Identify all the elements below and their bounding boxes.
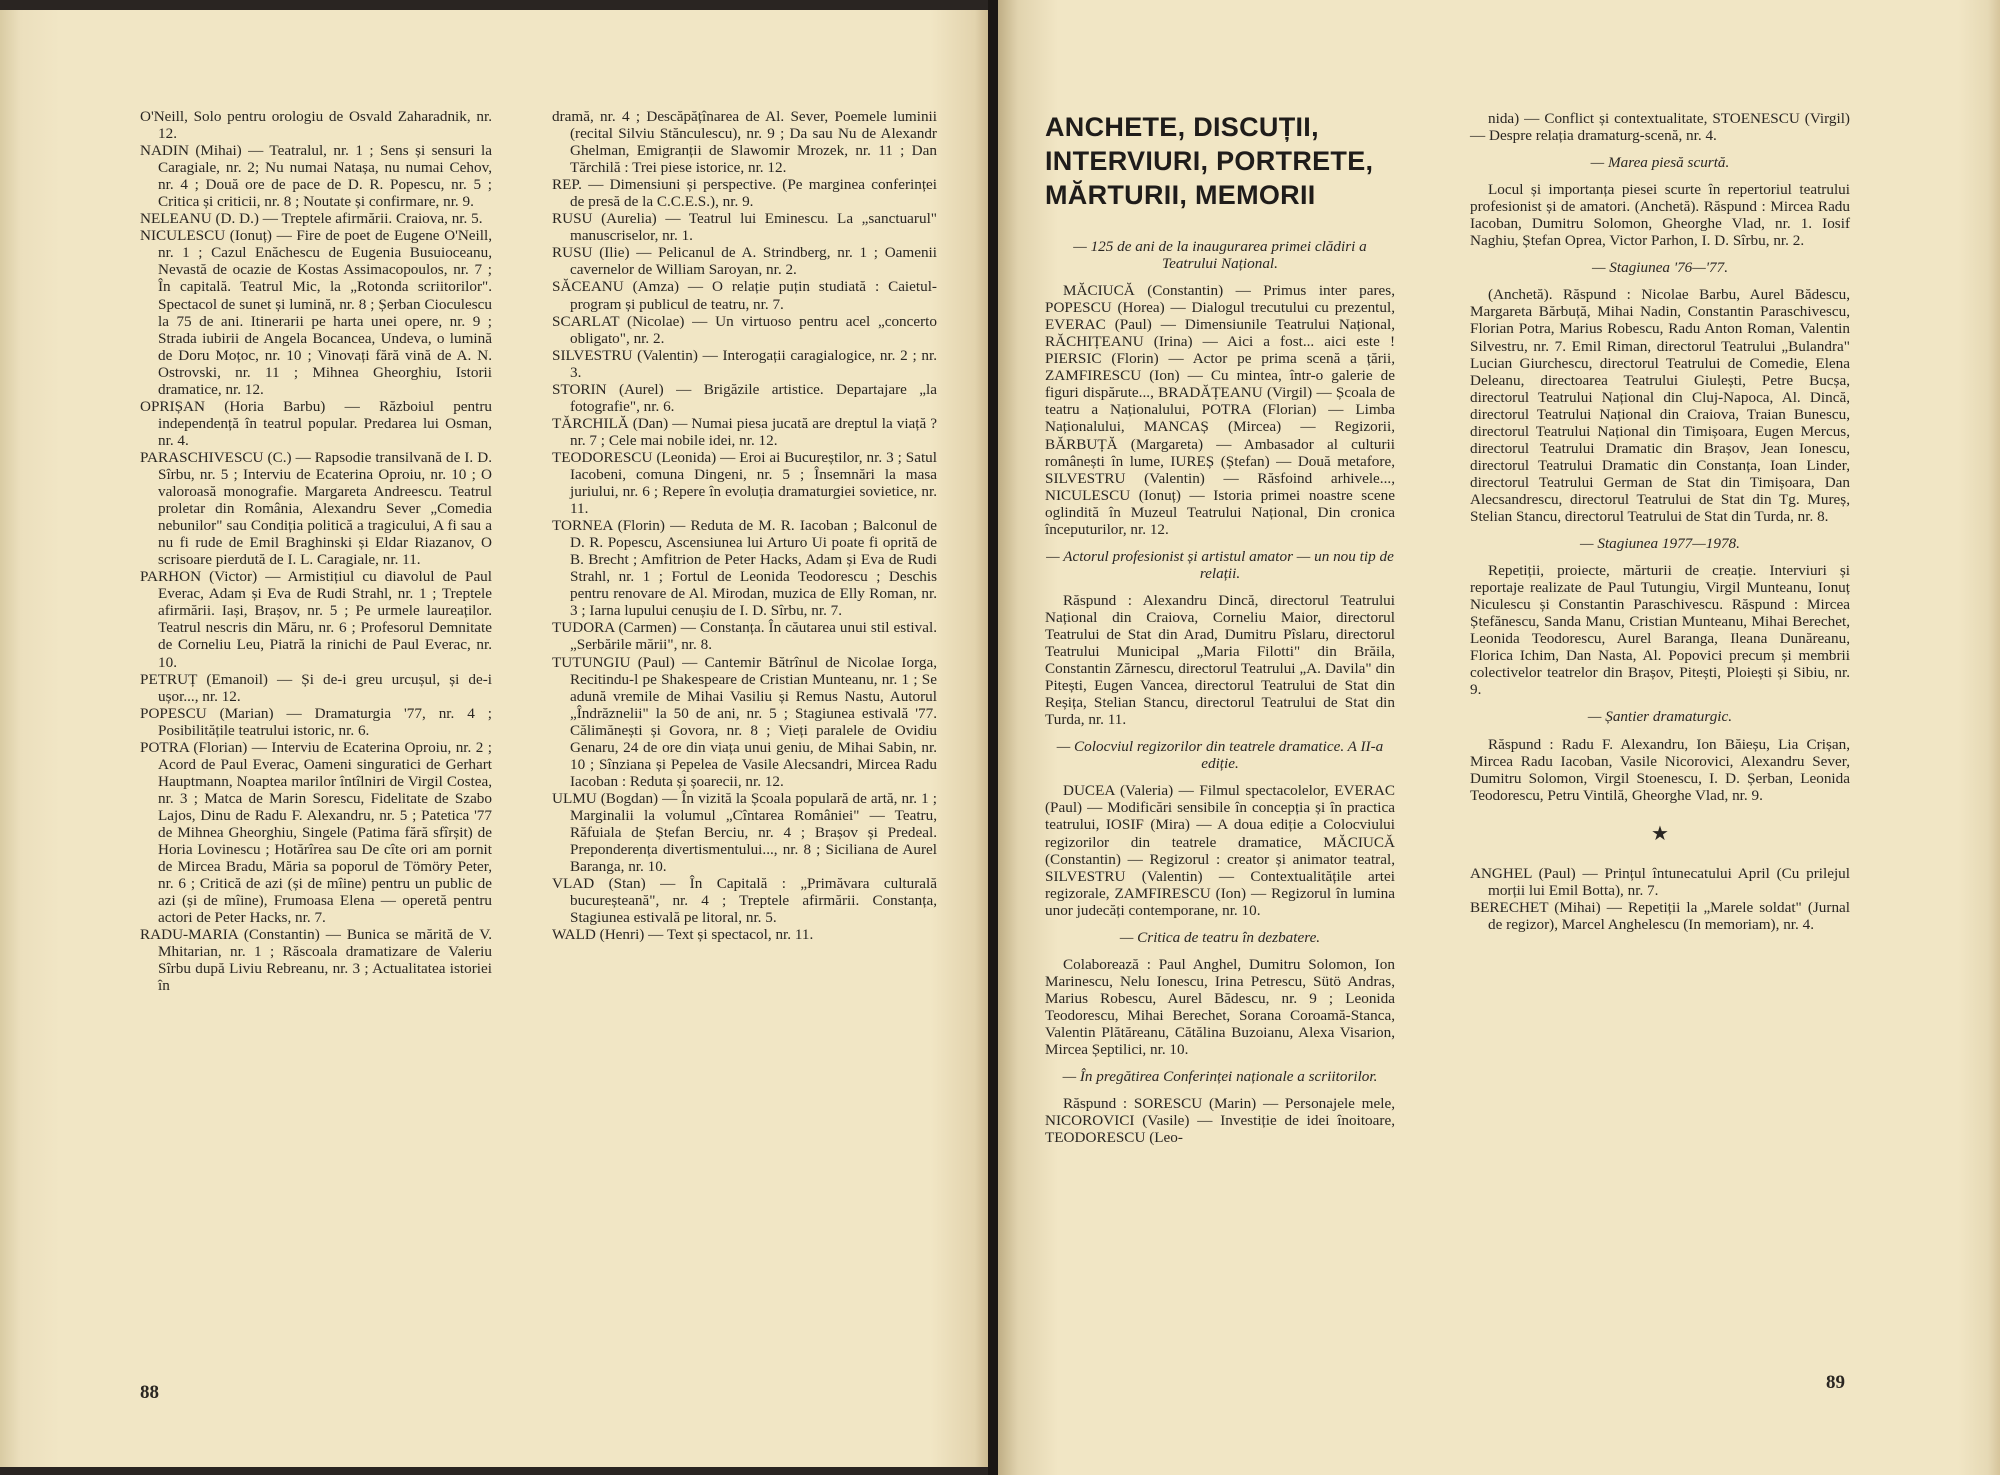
index-entry: BERECHET (Mihai) — Repetiții la „Marele soldat" (Jurnal de regizor), Marcel Anghelescu (In memoriam), nr. 4. <box>1470 898 1850 933</box>
index-entry: STORIN (Aurel) — Brigăzile artistice. Departajare „la fotografie", nr. 6. <box>552 380 937 415</box>
paragraph: Răspund : Alexandru Dincă, directorul Teatrului Național din Craiova, Corneliu Maior, directorul Teatrului de Stat din Arad, Dumitru Pîslaru, directorul Teatrului Municipal „Maria Filotti" din Brăila, Constantin Zărnescu, directorul Teatrului „A. Davila" din Pitești, Eugen Vancea, directorul Teatrului de Stat din Reșița, Stelian Stancu, directorul Teatrului de Stat din Turda, nr. 11. <box>1045 591 1395 729</box>
index-entry: VLAD (Stan) — În Capitală : „Primăvara culturală bucureșteană", nr. 4 ; Treptele afirmării. Constanța, Stagiunea estivală pe litoral, nr. 5. <box>552 875 937 927</box>
index-entry: OPRIȘAN (Horia Barbu) — Războiul pentru independență în teatrul popular. Predarea lui Osman, nr. 4. <box>140 397 492 449</box>
index-entry: SILVESTRU (Valentin) — Interogații caragialogice, nr. 2 ; nr. 3. <box>552 346 937 381</box>
page-number-right: 89 <box>1826 1372 1845 1393</box>
index-entry: SCARLAT (Nicolae) — Un virtuoso pentru acel „concerto obligato", nr. 2. <box>552 312 937 347</box>
index-entry: SĂCEANU (Amza) — O relație puțin studiată : Caietul-program și publicul de teatru, nr. 7. <box>552 278 937 313</box>
subsection-title: — Actorul profesionist și artistul amator — un nou tip de relații. <box>1046 547 1394 582</box>
index-entry: POTRA (Florian) — Interviu de Ecaterina Oproiu, nr. 2 ; Acord de Paul Everac, Oameni singuratici de Gerhart Hauptmann, Noaptea marilor întîlniri de Virgil Costea, nr. 3 ; Matca de Marin Sorescu, Fidelitate de Szabo Lajos, Dinu de Radu F. Alexandru, nr. 5 ; Patetica '77 de Mihnea Gheorghiu, Singele (Patima fără sfîrșit) de Horia Lovinescu ; Hotărîrea sau De cîte ori am pornit de Mircea Bradu, Măria sa poporul de Tömöry Peter, nr. 6 ; Critică de azi (și de mîine) pentru un public de azi (și de mîine), Frumoasa Elena — operetă pentru actori de Peter Hacks, nr. 7. <box>140 738 492 927</box>
subsection-title: — 125 de ani de la inaugurarea primei clădiri a Teatrului Național. <box>1073 238 1367 273</box>
subsection-title: — Stagiunea '76—'77. <box>1591 259 1728 277</box>
index-entry: NICULESCU (Ionuț) — Fire de poet de Eugene O'Neill, nr. 1 ; Cazul Enăchescu de Eugenia Busuioceanu, Nevastă de ocazie de Kostas Assimacopoulos, nr. 7 ; În capitală. Teatrul Mic, la „Rotonda scriitorilor". Spectacol de sunet și lumină, nr. 8 ; Șerban Cioculescu la 75 de ani. Itinerarii pe harta unei opere, nr. 9 ; Strada iubirii de Angela Bocancea, Undeva, o lumină de Doru Moțoc, nr. 10 ; Vinovați fără vină de A. N. Ostrovski, nr. 11 ; Mihnea Gheorghiu, Istorii dramatice, nr. 12. <box>140 227 492 398</box>
section-heading <box>1045 110 1395 212</box>
index-entry: WALD (Henri) — Text și spectacol, nr. 11. <box>552 926 814 944</box>
star-separator: ★ <box>1651 822 1669 845</box>
section-heading-line: ANCHETE, DISCUȚII, <box>1045 112 1319 142</box>
index-entry: dramă, nr. 4 ; Descăpățînarea de Al. Sever, Poemele luminii (recital Silviu Stănculescu), nr. 9 ; Da sau Nu de Alexandr Ghelman, Emigranții de Slawomir Mrozek, nr. 11 ; Dan Tărchilă : Trei piese istorice, nr. 12. <box>552 108 937 177</box>
index-entry: NADIN (Mihai) — Teatralul, nr. 1 ; Sens și sensuri la Caragiale, nr. 2; Nu numai Natașa, nu numai Cehov, nr. 4 ; Două ore de pace de D. R. Popescu, nr. 5 ; Critica și criticii, nr. 8 ; Noutate și confirmare, nr. 9. <box>140 142 492 211</box>
index-entry: TĂRCHILĂ (Dan) — Numai piesa jucată are dreptul la viață ? nr. 7 ; Cele mai nobile idei, nr. 12. <box>552 414 937 449</box>
left-page <box>0 10 990 1467</box>
paragraph: Răspund : SORESCU (Marin) — Personajele mele, NICOROVICI (Vasile) — Investiție de idei înoitoare, TEODORESCU (Leo- <box>1045 1095 1395 1147</box>
index-entry: RUSU (Ilie) — Pelicanul de A. Strindberg, nr. 1 ; Oamenii cavernelor de William Saroyan, nr. 2. <box>552 244 937 279</box>
paragraph: nida) — Conflict și contextualitate, STOENESCU (Virgil) — Despre relația dramaturg-scenă, nr. 4. <box>1470 110 1850 145</box>
paragraph: DUCEA (Valeria) — Filmul spectacolelor, EVERAC (Paul) — Modificări sensibile în concepția și în practica teatrului, IOSIF (Mira) — A doua ediție a Colocviului regizorilor din teatrele dramatice, MĂCIUCĂ (Constantin) — Regizorul : creator și animator teatral, SILVESTRU (Valentin) — Contextualitățile artei regizorale, ZAMFIRESCU (Ion) — Regizorul în lumina unor judecăți contemporane, nr. 10. <box>1045 782 1395 919</box>
index-entry: TEODORESCU (Leonida) — Eroi ai Bucureștilor, nr. 3 ; Satul Iacobeni, comuna Dingeni, nr. 5 ; Însemnări la masa juriului, nr. 6 ; Repere în evoluția dramaturgiei sovietice, nr. 11. <box>552 448 937 518</box>
index-entry: PARHON (Victor) — Armistițiul cu diavolul de Paul Everac, Adam și Eva de Rudi Strahl, nr. 1 ; Treptele afirmării. Iași, Brașov, nr. 5 ; Pe urmele laureaților. Teatrul nescris din Măru, nr. 6 ; Profesorul Demnitate de Corneliu Leu, Piatră la rinichi de Paul Everac, nr. 10. <box>140 568 492 671</box>
left-column-1 <box>140 108 492 994</box>
index-entry: ULMU (Bogdan) — În vizită la Școala populară de artă, nr. 1 ; Marginalii la volumul „Cîntarea României" — Teatru, Răfuiala de Ștefan Berciu, nr. 4 ; Brașov și Predeal. Preponderența divertismentului..., nr. 8 ; Siciliana de Aurel Baranga, nr. 10. <box>552 789 937 876</box>
paragraph: Locul și importanța piesei scurte în repertoriul teatrului profesionist și de amatori. (Anchetă). Răspund : Mircea Radu Iacoban, Dumitru Solomon, Gheorghe Vlad, nr. 1. Iosif Naghiu, Ștefan Oprea, Victor Parhon, I. D. Sîrbu, nr. 2. <box>1470 181 1850 250</box>
index-entry: ANGHEL (Paul) — Prințul întunecatului April (Cu prilejul morții lui Emil Botta), nr. 7. <box>1470 864 1850 899</box>
section-heading-line: MĂRTURII, MEMORII <box>1045 180 1316 210</box>
page-number-left: 88 <box>140 1382 159 1403</box>
paragraph: Colaborează : Paul Anghel, Dumitru Solomon, Ion Marinescu, Nelu Ionescu, Irina Petrescu, Sütö Andras, Marius Robescu, Aurel Bădescu, nr. 9 ; Leonida Teodorescu, Mihai Berechet, Sorana Coroamă-Stanca, Valentin Plătăreanu, Cătălina Buzoianu, Alexa Visarion, Mircea Șeptilici, nr. 10. <box>1045 955 1395 1059</box>
right-column-2 <box>1470 110 1850 933</box>
index-entry: RUSU (Aurelia) — Teatrul lui Eminescu. La „sanctuarul" manuscriselor, nr. 1. <box>552 210 937 245</box>
paragraph: Repetiții, proiecte, mărturii de creație. Interviuri și reportaje realizate de Paul Tutungiu, Virgil Munteanu, Ionuț Niculescu și Constantin Paraschivescu. Răspund : Mircea Ștefănescu, Sanda Manu, Cristian Munteanu, Mihai Berechet, Leonida Teodorescu, Aurel Baranga, Ileana Dunăreanu, Florica Ichim, Dan Nasta, Al. Popovici precum și membrii colectivelor teatrelor din Brașov, Pitești, Ploiești și Sibiu, nr. 9. <box>1470 562 1850 699</box>
index-entry: PARASCHIVESCU (C.) — Rapsodie transilvană de I. D. Sîrbu, nr. 5 ; Interviu de Ecaterina Oproiu, nr. 10 ; O valoroasă monografie. Margareta Andreescu. Teatrul proletar din România, Alexandru Sever „Comedia nebunilor" sau Condiția politică a tragicului, A fi sau a nu fi rude de Emil Braghinski și Eldar Riazanov, O scrisoare pierdută de I. L. Caragiale, nr. 11. <box>140 448 492 569</box>
index-entry: REP. — Dimensiuni și perspective. (Pe marginea conferinței de presă de la C.C.E.S.), nr. 9. <box>552 176 937 211</box>
index-entry: TUDORA (Carmen) — Constanța. În căutarea unui stil estival. „Serbările mării", nr. 8. <box>552 619 937 654</box>
index-entry: RADU-MARIA (Constantin) — Bunica se mărită de V. Mhitarian, nr. 1 ; Răscoala dramatizare de Valeriu Sîrbu după Liviu Rebreanu, nr. 3 ; Actualitatea istoriei în <box>140 926 492 995</box>
right-column-1 <box>1045 110 1395 1146</box>
index-entry: TUTUNGIU (Paul) — Cantemir Bătrînul de Nicolae Iorga, Recitindu-l pe Shakespeare de Cristian Munteanu, nr. 1 ; Se adună vremile de Mihai Vasiliu și Remus Nastu, Autorul „Îndrăznelii" la 50 de ani, nr. 5 ; Stagiunea estivală '77. Călimănești și Govora, nr. 8 ; Vieți paralele de Ovidiu Genaru, 24 de ore din viața unui geniu, de Mihai Sabin, nr. 10 ; Sînziana și Pepelea de Vasile Alecsandri, Mircea Radu Iacoban : Reduta și șoarecii, nr. 12. <box>552 653 937 790</box>
index-entry: O'Neill, Solo pentru orologiu de Osvald Zaharadnik, nr. 12. <box>140 108 492 143</box>
index-entry: PETRUȚ (Emanoil) — Și de-i greu urcușul, și de-i ușor..., nr. 12. <box>140 670 492 705</box>
paragraph: MĂCIUCĂ (Constantin) — Primus inter pares, POPESCU (Horea) — Dialogul trecutului cu prezentul, EVERAC (Paul) — Dimensiunile Teatrului Național, RĂCHIȚEANU (Irina) — Aici a fost... aici este ! PIERSIC (Florin) — Actor pe prima scenă a țării, ZAMFIRESCU (Ion) — Cu mintea, într-o galerie de figuri dispărute..., BRADĂȚEANU (Virgil) — Școala de teatru a Naționalului, POTRA (Florian) — Limba Naționalului, MANCAȘ (Mircea) — Regizorii, BĂRBUȚĂ (Margareta) — Ambasador al culturii românești în lume, IUREȘ (Ștefan) — Două metafore, SILVESTRU (Valentin) — Răsfoind arhivele..., NICULESCU (Ionuț) — Istoria primei noastre scene oglindită în Muzeul Teatrului Național, Din cronica începuturilor, nr. 12. <box>1045 282 1395 538</box>
subsection-title: — Șantier dramaturgic. <box>1587 708 1733 726</box>
paragraph: (Anchetă). Răspund : Nicolae Barbu, Aurel Bădescu, Margareta Bărbuță, Mihai Nadin, Constantin Paraschivescu, Florian Potra, Marius Robescu, Radu Anton Roman, Valentin Silvestru, nr. 7. Emil Riman, directorul Teatrului „Bulandra" Lucian Giurchescu, directorul Teatrului de Comedie, Elena Deleanu, directoarea Teatrului Giulești, Petre Bucșa, directorul Teatrului Național din Cluj-Napoca, Al. Dincă, directorul Teatrului Național din Craiova, Traian Bunescu, directorul Teatrului Național din Timișoara, Eugen Mercus, directorul Teatrului Dramatic din Brașov, Jean Ionescu, directorul Teatrului Dramatic din Constanța, Ioan Linder, directorul Teatrului German de Stat din Timișoara, Dan Alecsandrescu, directorul Teatrului de Stat din Tg. Mureș, Stelian Stancu, directorul Teatrului de Stat din Turda, nr. 8. <box>1470 286 1850 525</box>
paragraph: Răspund : Radu F. Alexandru, Ion Băieșu, Lia Crișan, Mircea Radu Iacoban, Vasile Nicorovici, Alexandru Sever, Dumitru Solomon, Virgil Stoenescu, I. D. Șerban, Leonida Teodorescu, Petru Vintilă, Gheorghe Vlad, nr. 9. <box>1470 735 1850 804</box>
right-page <box>998 0 2000 1475</box>
subsection-title: — Colocviul regizorilor din teatrele dramatice. A II-a ediție. <box>1056 738 1384 773</box>
left-column-2 <box>552 108 937 943</box>
index-entry: NELEANU (D. D.) — Treptele afirmării. Craiova, nr. 5. <box>140 210 483 228</box>
section-heading-line: INTERVIURI, PORTRETE, <box>1045 146 1374 176</box>
subsection-title: — Marea piesă scurtă. <box>1590 154 1730 172</box>
index-entry: POPESCU (Marian) — Dramaturgia '77, nr. 4 ; Posibilitățile teatrului istoric, nr. 6. <box>140 704 492 739</box>
subsection-title: — Stagiunea 1977—1978. <box>1580 535 1740 553</box>
subsection-title: — Critica de teatru în dezbatere. <box>1119 928 1321 946</box>
subsection-title: — În pregătirea Conferinței naționale a scriitorilor. <box>1062 1068 1378 1086</box>
index-entry: TORNEA (Florin) — Reduta de M. R. Iacoban ; Balconul de D. R. Popescu, Ascensiunea lui Arturo Ui poate fi oprită de B. Brecht ; Amfitrion de Peter Hacks, Adam și Eva de Rudi Strahl, nr. 1 ; Fortul de Leonida Teodorescu ; Deschis pentru renovare de Al. Mirodan, muzica de Elly Roman, nr. 3 ; Iarna lupului cenușiu de I. D. Sîrbu, nr. 7. <box>552 517 937 620</box>
